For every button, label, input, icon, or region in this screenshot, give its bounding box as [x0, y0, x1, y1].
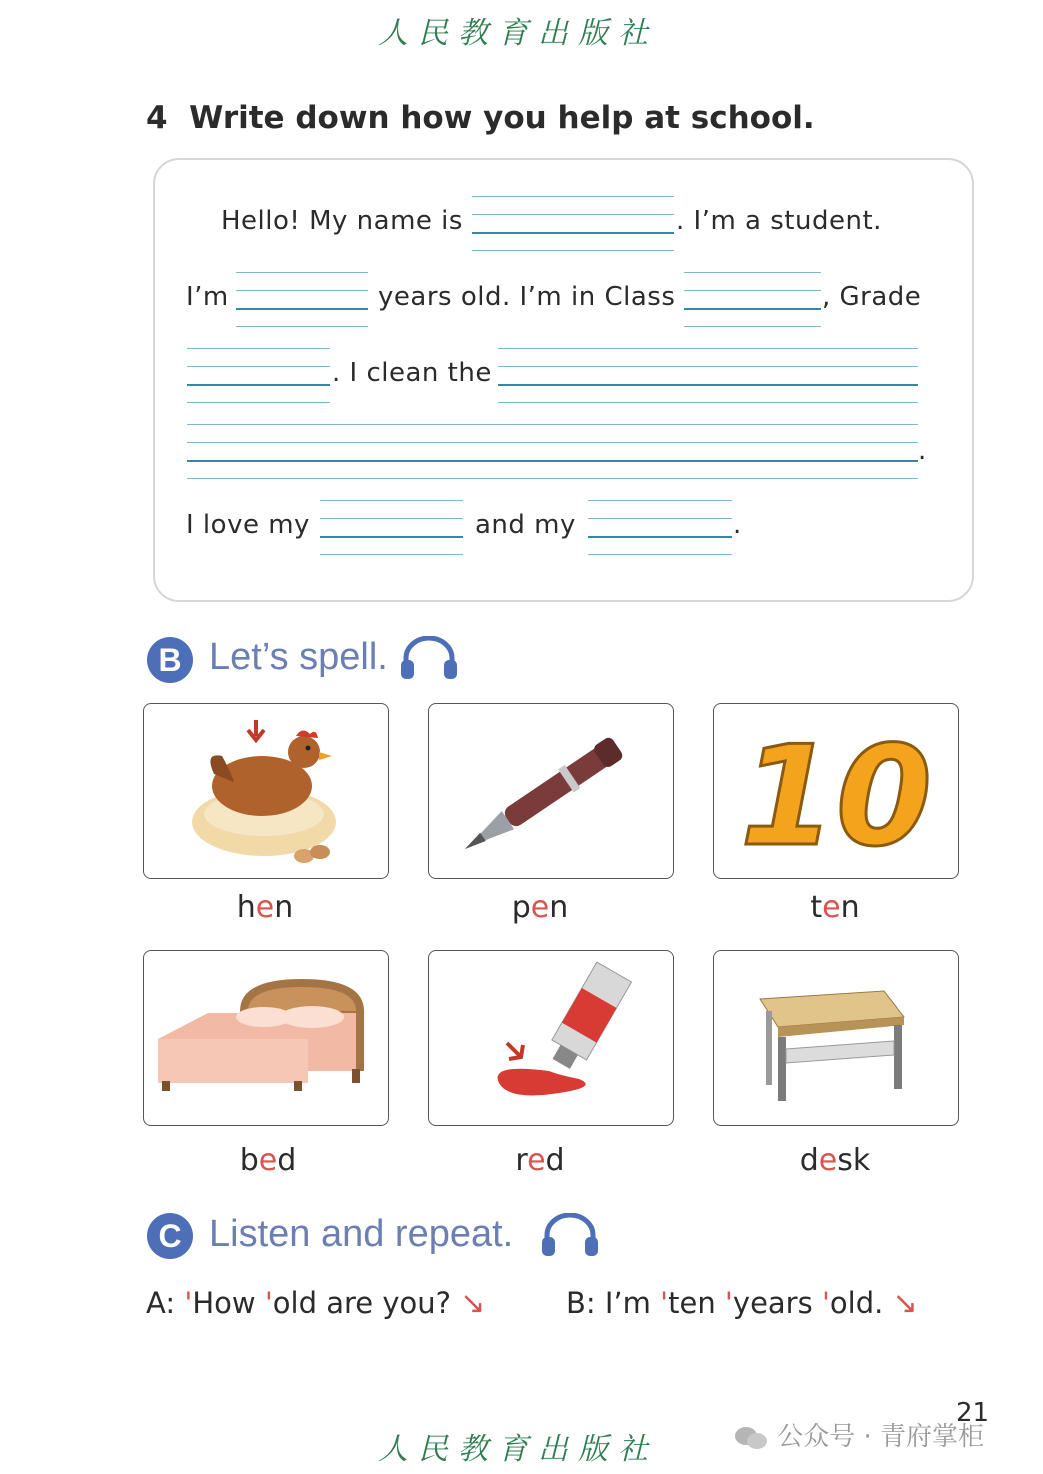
falling-intonation-arrow-icon: ↘ — [892, 1286, 918, 1321]
line2-before: I’m — [186, 282, 229, 312]
line2-after: , Grade — [822, 282, 922, 312]
ten-image — [714, 704, 958, 878]
publisher-footer: 人民教育出版社 — [378, 1432, 658, 1467]
falling-intonation-arrow-icon: ↘ — [460, 1286, 486, 1321]
section-b-title: Let’s spell. — [209, 636, 388, 678]
wechat-icon — [735, 1425, 769, 1451]
word-bed: bed — [239, 1143, 297, 1178]
line1-after: . I’m a student. — [676, 206, 882, 236]
class-blank[interactable] — [684, 272, 821, 328]
word-red: red — [515, 1143, 565, 1178]
ten-numeral: 10 — [739, 716, 933, 877]
line3-middle: . I clean the — [332, 358, 492, 388]
section-number: 4 — [146, 100, 168, 136]
desk-card[interactable] — [713, 950, 959, 1126]
section-title-text: Write down how you help at school. — [189, 100, 815, 136]
bed-image — [144, 951, 388, 1125]
line4-end: . — [918, 436, 927, 466]
watermark: 公众号 · 青府掌柜 — [735, 1416, 984, 1453]
red-card[interactable] — [428, 950, 674, 1126]
line2-middle: years old. I’m in Class — [378, 282, 676, 312]
word-hen: hen — [236, 890, 294, 925]
desk-image — [714, 951, 958, 1125]
section-4-title — [146, 100, 815, 136]
section-c-badge: C — [147, 1213, 193, 1259]
hen-card[interactable] — [143, 703, 389, 879]
grade-blank[interactable] — [187, 348, 330, 404]
love-blank-2[interactable] — [588, 500, 732, 556]
line5-before: I love my — [186, 510, 310, 540]
word-ten: ten — [810, 890, 860, 925]
ten-card[interactable] — [713, 703, 959, 879]
red-paint-image — [429, 951, 673, 1125]
line1-before: Hello! My name is — [221, 206, 463, 236]
long-blank[interactable] — [187, 424, 918, 480]
headphones-icon[interactable] — [539, 1213, 601, 1257]
word-pen: pen — [511, 890, 569, 925]
line5-end: . — [733, 510, 742, 540]
age-blank[interactable] — [236, 272, 368, 328]
section-b-badge: B — [147, 637, 193, 683]
page-number: 21 — [956, 1398, 990, 1428]
love-blank-1[interactable] — [320, 500, 463, 556]
name-blank[interactable] — [472, 196, 674, 252]
bed-card[interactable] — [143, 950, 389, 1126]
pen-image — [429, 704, 673, 878]
pen-card[interactable] — [428, 703, 674, 879]
line5-middle: and my — [475, 510, 576, 540]
word-desk: desk — [799, 1143, 871, 1178]
dialog-line-a: A: 'How 'old are you? ↘ — [146, 1286, 486, 1321]
headphones-icon[interactable] — [398, 636, 460, 680]
hen-image — [144, 704, 388, 878]
publisher-header: 人民教育出版社 — [378, 16, 658, 51]
dialog-line-b: B: I’m 'ten 'years 'old. ↘ — [566, 1286, 918, 1321]
clean-blank[interactable] — [498, 348, 918, 404]
section-c-title: Listen and repeat. — [209, 1213, 514, 1255]
